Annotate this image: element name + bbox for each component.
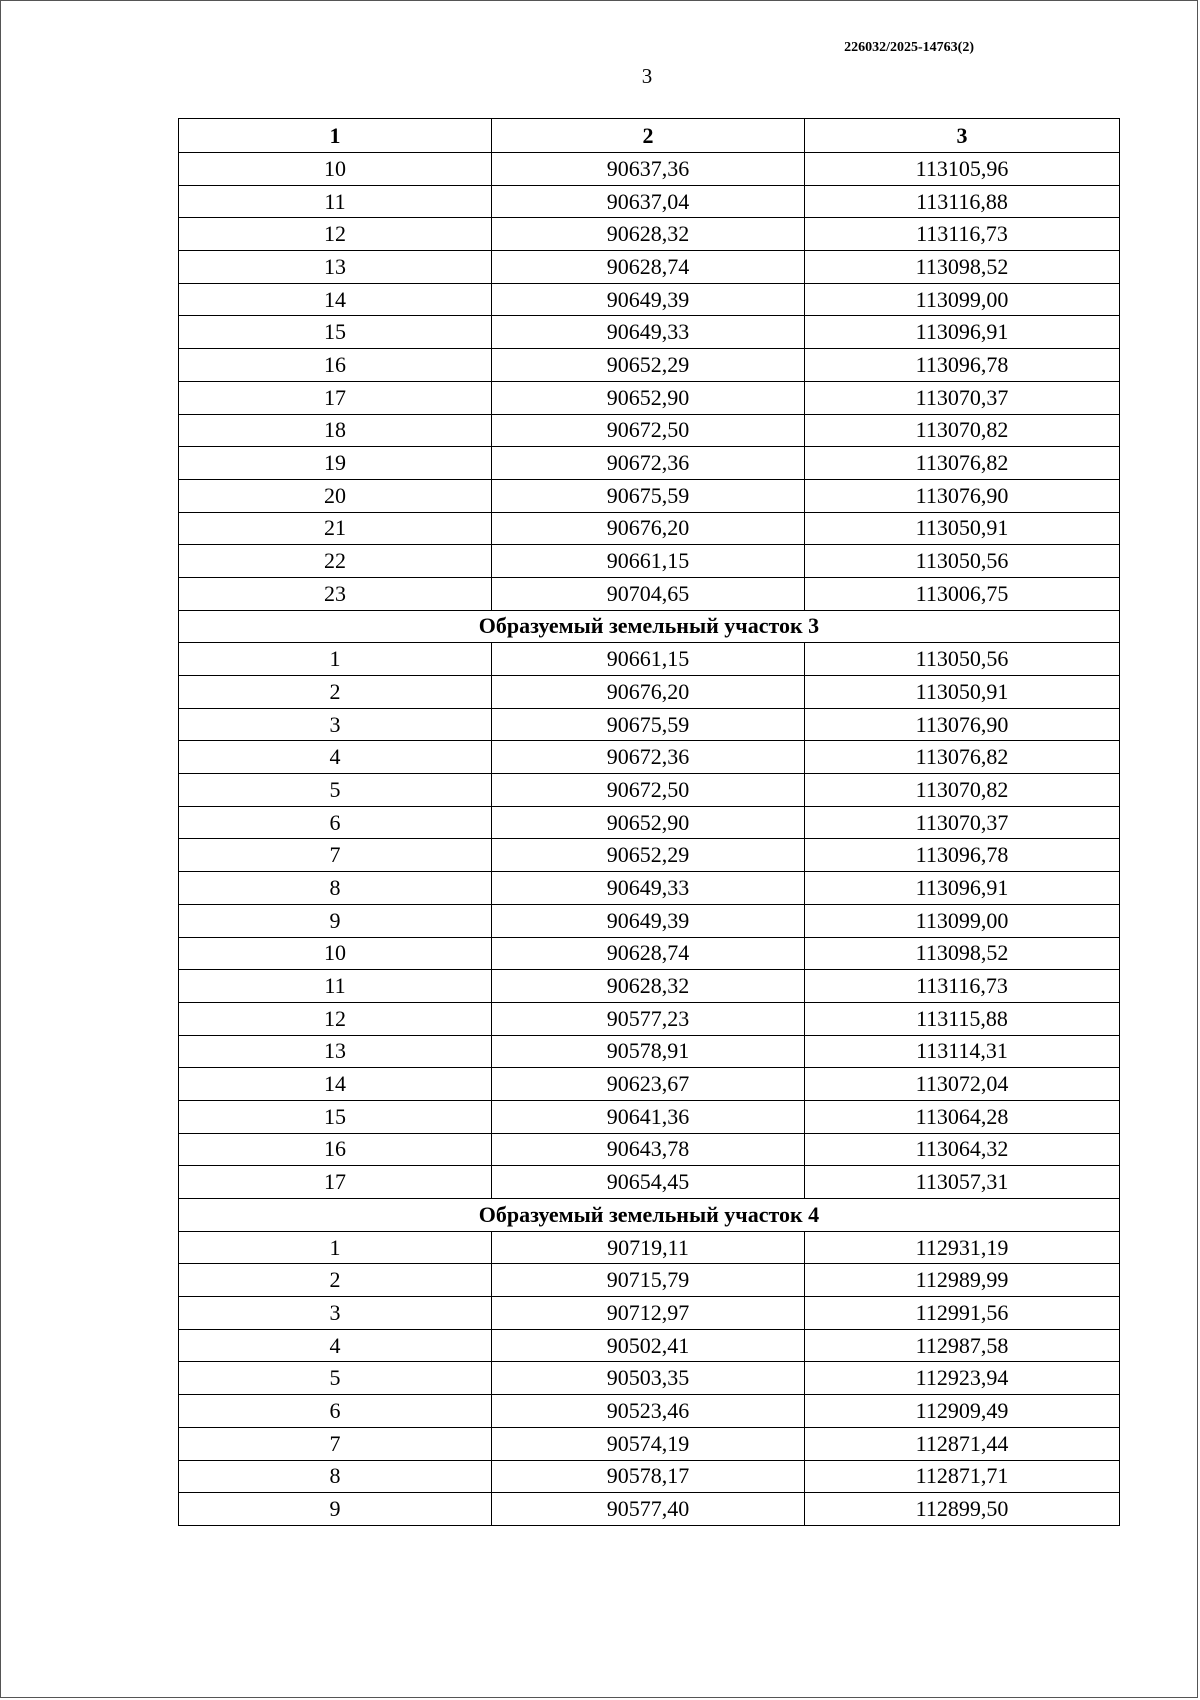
x-coordinate-cell: 90672,50 (492, 774, 805, 807)
table-row (179, 970, 1120, 1003)
y-coordinate-cell: 112871,44 (805, 1427, 1120, 1460)
point-number-cell: 17 (179, 381, 492, 414)
y-coordinate-cell: 113116,73 (805, 970, 1120, 1003)
y-coordinate-cell: 113116,73 (805, 218, 1120, 251)
y-coordinate-cell: 113057,31 (805, 1166, 1120, 1199)
section-row (179, 610, 1120, 643)
y-coordinate-cell: 113070,82 (805, 414, 1120, 447)
x-coordinate-cell: 90672,50 (492, 414, 805, 447)
y-coordinate-cell: 112899,50 (805, 1493, 1120, 1526)
y-coordinate-cell: 113105,96 (805, 153, 1120, 186)
page-number: 3 (641, 64, 653, 88)
y-coordinate-cell: 113050,91 (805, 512, 1120, 545)
x-coordinate-cell: 90641,36 (492, 1100, 805, 1133)
table-row (179, 447, 1120, 480)
x-coordinate-cell: 90523,46 (492, 1395, 805, 1428)
x-coordinate-cell: 90675,59 (492, 479, 805, 512)
point-number-cell: 3 (179, 708, 492, 741)
section-row (179, 1199, 1120, 1232)
table-header-row (179, 119, 1120, 153)
x-coordinate-cell: 90649,39 (492, 283, 805, 316)
table-row (179, 839, 1120, 872)
table-row (179, 1329, 1120, 1362)
table-row (179, 1166, 1120, 1199)
point-number-cell: 8 (179, 1460, 492, 1493)
y-coordinate-cell: 113115,88 (805, 1002, 1120, 1035)
point-number-cell: 7 (179, 839, 492, 872)
y-coordinate-cell: 113076,82 (805, 741, 1120, 774)
x-coordinate-cell: 90712,97 (492, 1297, 805, 1330)
column-header: 1 (179, 119, 492, 153)
point-number-cell: 16 (179, 349, 492, 382)
table-row (179, 316, 1120, 349)
point-number-cell: 10 (179, 153, 492, 186)
table-row (179, 381, 1120, 414)
table-row (179, 545, 1120, 578)
point-number-cell: 12 (179, 1002, 492, 1035)
x-coordinate-cell: 90719,11 (492, 1231, 805, 1264)
x-coordinate-cell: 90652,90 (492, 806, 805, 839)
point-number-cell: 18 (179, 414, 492, 447)
y-coordinate-cell: 113050,56 (805, 545, 1120, 578)
y-coordinate-cell: 113076,90 (805, 479, 1120, 512)
x-coordinate-cell: 90652,29 (492, 349, 805, 382)
table-row (179, 414, 1120, 447)
point-number-cell: 3 (179, 1297, 492, 1330)
point-number-cell: 8 (179, 872, 492, 905)
point-number-cell: 9 (179, 904, 492, 937)
table-row (179, 741, 1120, 774)
y-coordinate-cell: 113076,90 (805, 708, 1120, 741)
x-coordinate-cell: 90502,41 (492, 1329, 805, 1362)
table-row (179, 643, 1120, 676)
y-coordinate-cell: 113099,00 (805, 283, 1120, 316)
document-number: 226032/2025-14763(2) (844, 40, 974, 55)
point-number-cell: 23 (179, 577, 492, 610)
x-coordinate-cell: 90574,19 (492, 1427, 805, 1460)
x-coordinate-cell: 90652,29 (492, 839, 805, 872)
table-row (179, 1427, 1120, 1460)
y-coordinate-cell: 113050,56 (805, 643, 1120, 676)
y-coordinate-cell: 113064,28 (805, 1100, 1120, 1133)
column-header: 3 (805, 119, 1120, 153)
point-number-cell: 15 (179, 1100, 492, 1133)
point-number-cell: 4 (179, 1329, 492, 1362)
table-row (179, 512, 1120, 545)
table-row (179, 153, 1120, 186)
table-row (179, 1362, 1120, 1395)
x-coordinate-cell: 90623,67 (492, 1068, 805, 1101)
y-coordinate-cell: 113072,04 (805, 1068, 1120, 1101)
y-coordinate-cell: 113096,78 (805, 839, 1120, 872)
y-coordinate-cell: 112871,71 (805, 1460, 1120, 1493)
table-row (179, 218, 1120, 251)
x-coordinate-cell: 90652,90 (492, 381, 805, 414)
point-number-cell: 5 (179, 1362, 492, 1395)
y-coordinate-cell: 112909,49 (805, 1395, 1120, 1428)
table-row (179, 1395, 1120, 1428)
y-coordinate-cell: 112923,94 (805, 1362, 1120, 1395)
table-row (179, 937, 1120, 970)
point-number-cell: 6 (179, 806, 492, 839)
table-row (179, 1133, 1120, 1166)
x-coordinate-cell: 90578,91 (492, 1035, 805, 1068)
y-coordinate-cell: 113006,75 (805, 577, 1120, 610)
point-number-cell: 12 (179, 218, 492, 251)
point-number-cell: 22 (179, 545, 492, 578)
point-number-cell: 16 (179, 1133, 492, 1166)
column-header: 2 (492, 119, 805, 153)
table-row (179, 1035, 1120, 1068)
y-coordinate-cell: 113099,00 (805, 904, 1120, 937)
x-coordinate-cell: 90578,17 (492, 1460, 805, 1493)
y-coordinate-cell: 113096,91 (805, 316, 1120, 349)
x-coordinate-cell: 90628,74 (492, 937, 805, 970)
point-number-cell: 19 (179, 447, 492, 480)
point-number-cell: 1 (179, 643, 492, 676)
x-coordinate-cell: 90715,79 (492, 1264, 805, 1297)
y-coordinate-cell: 112991,56 (805, 1297, 1120, 1330)
x-coordinate-cell: 90628,32 (492, 970, 805, 1003)
y-coordinate-cell: 113070,37 (805, 381, 1120, 414)
x-coordinate-cell: 90637,04 (492, 185, 805, 218)
x-coordinate-cell: 90637,36 (492, 153, 805, 186)
point-number-cell: 11 (179, 185, 492, 218)
table-row (179, 1231, 1120, 1264)
y-coordinate-cell: 112931,19 (805, 1231, 1120, 1264)
y-coordinate-cell: 113096,78 (805, 349, 1120, 382)
y-coordinate-cell: 113098,52 (805, 251, 1120, 284)
x-coordinate-cell: 90577,23 (492, 1002, 805, 1035)
point-number-cell: 4 (179, 741, 492, 774)
point-number-cell: 7 (179, 1427, 492, 1460)
x-coordinate-cell: 90661,15 (492, 643, 805, 676)
x-coordinate-cell: 90643,78 (492, 1133, 805, 1166)
y-coordinate-cell: 113096,91 (805, 872, 1120, 905)
table-row (179, 185, 1120, 218)
table-row (179, 1002, 1120, 1035)
section-title: Образуемый земельный участок 3 (179, 610, 1120, 643)
table-row (179, 872, 1120, 905)
x-coordinate-cell: 90676,20 (492, 512, 805, 545)
table-row (179, 1493, 1120, 1526)
section-title: Образуемый земельный участок 4 (179, 1199, 1120, 1232)
x-coordinate-cell: 90649,33 (492, 872, 805, 905)
x-coordinate-cell: 90661,15 (492, 545, 805, 578)
point-number-cell: 13 (179, 1035, 492, 1068)
table-row (179, 904, 1120, 937)
x-coordinate-cell: 90628,74 (492, 251, 805, 284)
table-row (179, 1460, 1120, 1493)
point-number-cell: 10 (179, 937, 492, 970)
table-row (179, 577, 1120, 610)
table-body (179, 153, 1120, 1526)
table-row (179, 349, 1120, 382)
table-row (179, 1068, 1120, 1101)
x-coordinate-cell: 90654,45 (492, 1166, 805, 1199)
coordinates-table (178, 118, 1120, 1526)
x-coordinate-cell: 90672,36 (492, 741, 805, 774)
y-coordinate-cell: 113098,52 (805, 937, 1120, 970)
point-number-cell: 1 (179, 1231, 492, 1264)
table-row (179, 251, 1120, 284)
y-coordinate-cell: 113070,37 (805, 806, 1120, 839)
point-number-cell: 6 (179, 1395, 492, 1428)
point-number-cell: 20 (179, 479, 492, 512)
y-coordinate-cell: 112987,58 (805, 1329, 1120, 1362)
point-number-cell: 5 (179, 774, 492, 807)
y-coordinate-cell: 113070,82 (805, 774, 1120, 807)
point-number-cell: 11 (179, 970, 492, 1003)
point-number-cell: 15 (179, 316, 492, 349)
x-coordinate-cell: 90676,20 (492, 676, 805, 709)
table-row (179, 676, 1120, 709)
table-row (179, 283, 1120, 316)
x-coordinate-cell: 90503,35 (492, 1362, 805, 1395)
y-coordinate-cell: 113064,32 (805, 1133, 1120, 1166)
y-coordinate-cell: 113116,88 (805, 185, 1120, 218)
x-coordinate-cell: 90628,32 (492, 218, 805, 251)
x-coordinate-cell: 90704,65 (492, 577, 805, 610)
x-coordinate-cell: 90675,59 (492, 708, 805, 741)
table-row (179, 1100, 1120, 1133)
table-row (179, 806, 1120, 839)
table-row (179, 479, 1120, 512)
point-number-cell: 2 (179, 1264, 492, 1297)
point-number-cell: 14 (179, 1068, 492, 1101)
y-coordinate-cell: 113050,91 (805, 676, 1120, 709)
table-row (179, 1264, 1120, 1297)
table-row (179, 708, 1120, 741)
table-row (179, 1297, 1120, 1330)
x-coordinate-cell: 90672,36 (492, 447, 805, 480)
y-coordinate-cell: 113076,82 (805, 447, 1120, 480)
y-coordinate-cell: 113114,31 (805, 1035, 1120, 1068)
point-number-cell: 17 (179, 1166, 492, 1199)
point-number-cell: 14 (179, 283, 492, 316)
x-coordinate-cell: 90577,40 (492, 1493, 805, 1526)
point-number-cell: 2 (179, 676, 492, 709)
table-row (179, 774, 1120, 807)
x-coordinate-cell: 90649,39 (492, 904, 805, 937)
point-number-cell: 21 (179, 512, 492, 545)
point-number-cell: 9 (179, 1493, 492, 1526)
point-number-cell: 13 (179, 251, 492, 284)
x-coordinate-cell: 90649,33 (492, 316, 805, 349)
y-coordinate-cell: 112989,99 (805, 1264, 1120, 1297)
